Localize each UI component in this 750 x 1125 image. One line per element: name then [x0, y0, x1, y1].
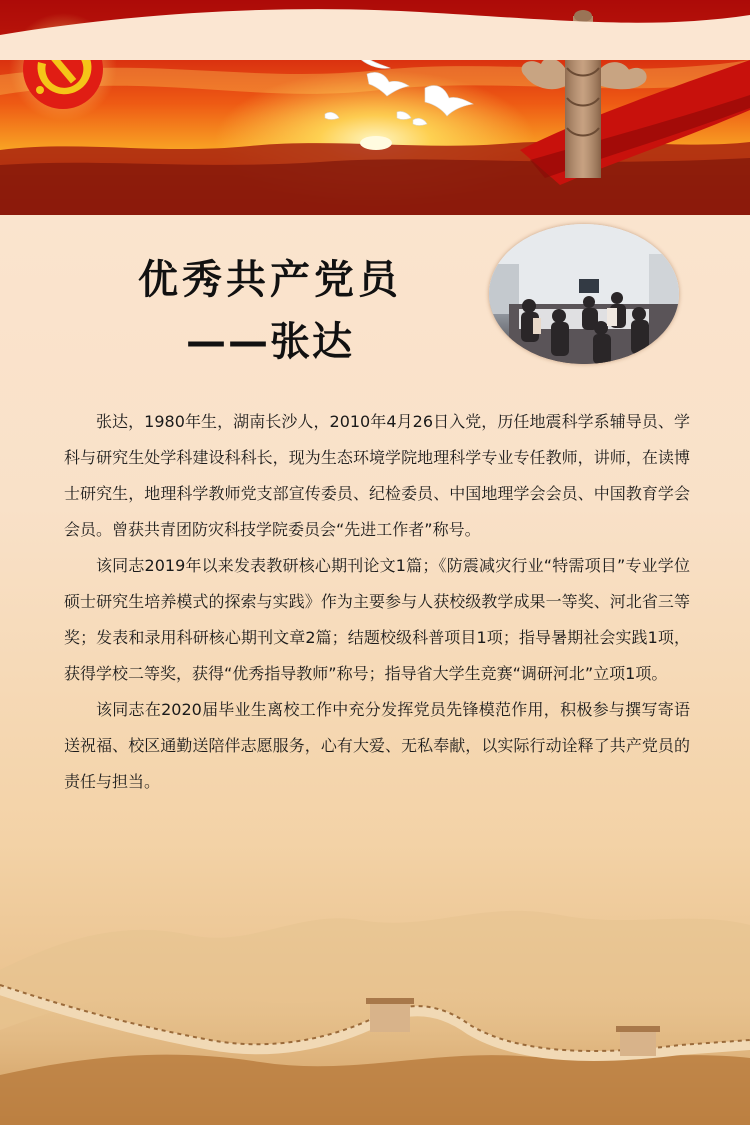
paragraph-2: 该同志2019年以来发表教研核心期刊论文1篇；《防震减灾行业“特需项目”专业学位硕士研究生培养模式的探索与实践》作为主要参与人获校级教学成果一等奖、河北省三等奖；发表和录用科研核心期刊文章2篇；结题校级科普项目1项；指导暑期社会实践1项，获得学校二等奖，获得“优秀指导教师”称号；指导省大学生竞赛“调研河北”立项1项。: [64, 556, 690, 683]
title-line-2: ——张达: [186, 319, 354, 365]
title-line-1: 优秀共产党员: [138, 257, 402, 303]
great-wall-image: [0, 880, 750, 1125]
header-banner: [0, 0, 750, 215]
paragraph-3: 该同志在2020届毕业生离校工作中充分发挥党员先锋模范作用，积极参与撰写寄语送祝福、校区通勤送陪伴志愿服务，心有大爱、无私奉献，以实际行动诠释了共产党员的责任与担当。: [64, 700, 690, 791]
meeting-photo: [489, 224, 679, 364]
biography-text: [64, 404, 690, 800]
paragraph-1: 张达，1980年生，湖南长沙人，2010年4月26日入党，历任地震科学系辅导员、学科与研究生处学科建设科科长，现为生态环境学院地理科学专业专任教师，讲师，在读博士研究生，地理科学教师党支部宣传委员、纪检委员、中国地理学会会员、中国教育学会会员。曾获共青团防灾科技学院委员会“先进工作者”称号。: [64, 412, 690, 539]
